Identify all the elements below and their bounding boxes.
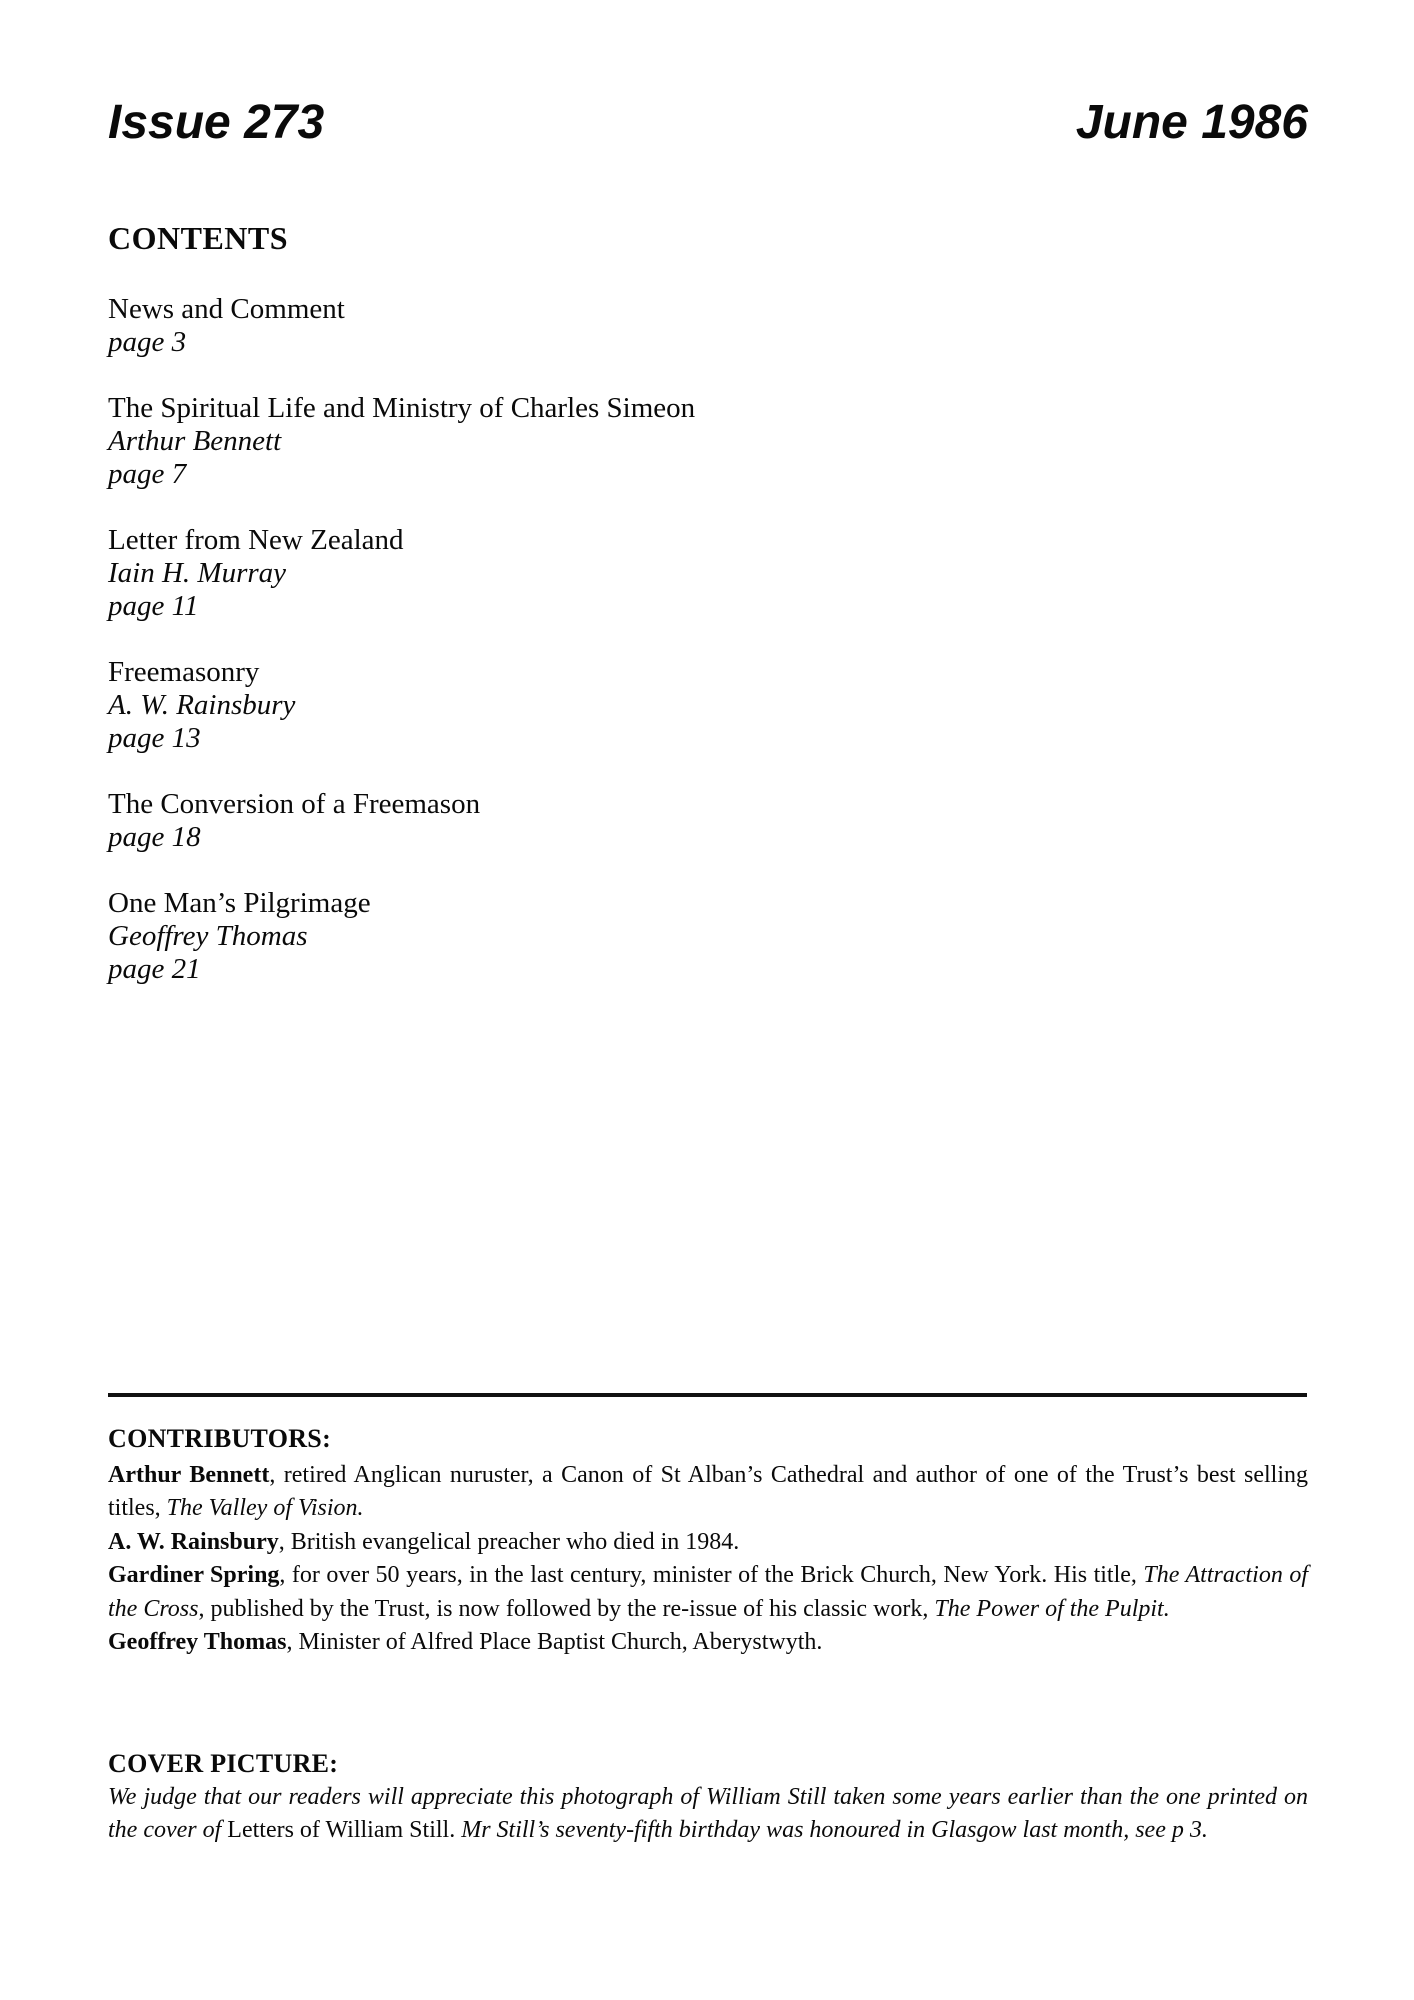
toc-entry-author: Arthur Bennett bbox=[108, 425, 282, 457]
toc-entry-page: page 3 bbox=[108, 326, 187, 358]
toc-entry-title: News and Comment bbox=[108, 293, 345, 325]
toc-entry bbox=[108, 524, 1308, 623]
toc-entry-author: Iain H. Murray bbox=[108, 557, 287, 589]
contributor-entry: Gardiner Spring, for over 50 years, in the last century, minister of the Brick Church, New York. His title, The Attraction of the Cross, published by the Trust, is now followed by the re-issue of his classic work, The Power of the Pulpit. bbox=[108, 1562, 1308, 1622]
contributors-heading: CONTRIBUTORS: bbox=[108, 1424, 332, 1453]
toc-entry bbox=[108, 788, 1308, 854]
contributors-section bbox=[108, 1459, 1308, 1659]
toc-entry-author: A. W. Rainsbury bbox=[108, 689, 296, 721]
masthead bbox=[108, 96, 1308, 149]
contributor-entry: Arthur Bennett, retired Anglican nuruster, a Canon of St Alban’s Cathedral and author of one of the Trust’s best selling titles, The Valley of Vision. bbox=[108, 1462, 1309, 1522]
toc-entry-title: The Conversion of a Freemason bbox=[108, 788, 481, 820]
toc-entry-page: page 18 bbox=[108, 821, 201, 853]
toc-entry-title: Freemasonry bbox=[108, 656, 260, 688]
contributor-entry: A. W. Rainsbury, British evangelical preacher who died in 1984. bbox=[108, 1528, 740, 1555]
toc-entry-title: The Spiritual Life and Ministry of Charles Simeon bbox=[108, 392, 696, 424]
toc-entry-page: page 7 bbox=[108, 458, 187, 490]
issue-number: Issue 273 bbox=[108, 96, 325, 149]
cover-picture-heading: COVER PICTURE: bbox=[108, 1749, 339, 1778]
toc-entry bbox=[108, 656, 1308, 755]
contributor-entry: Geoffrey Thomas, Minister of Alfred Place Baptist Church, Aberystwyth. bbox=[108, 1629, 823, 1656]
toc-entry bbox=[108, 887, 1308, 986]
contents-heading: CONTENTS bbox=[108, 220, 289, 256]
table-of-contents bbox=[108, 293, 1308, 1019]
toc-entry-page: page 13 bbox=[108, 722, 201, 754]
toc-entry-author: Geoffrey Thomas bbox=[108, 920, 308, 952]
cover-picture-note: We judge that our readers will appreciate this photograph of William Still taken some years earlier than the one printed on the cover of Letters of William Still. Mr Still’s seventy-fifth birthday was honoured in Glasgow last month, see p 3. bbox=[108, 1784, 1308, 1843]
toc-entry bbox=[108, 392, 1308, 491]
divider-rule bbox=[108, 1393, 1307, 1397]
toc-entry-page: page 21 bbox=[108, 953, 201, 985]
toc-entry-title: One Man’s Pilgrimage bbox=[108, 887, 371, 919]
toc-entry bbox=[108, 293, 1308, 359]
toc-entry-page: page 11 bbox=[108, 590, 199, 622]
toc-entry-title: Letter from New Zealand bbox=[108, 524, 404, 556]
issue-date: June 1986 bbox=[1075, 96, 1308, 149]
